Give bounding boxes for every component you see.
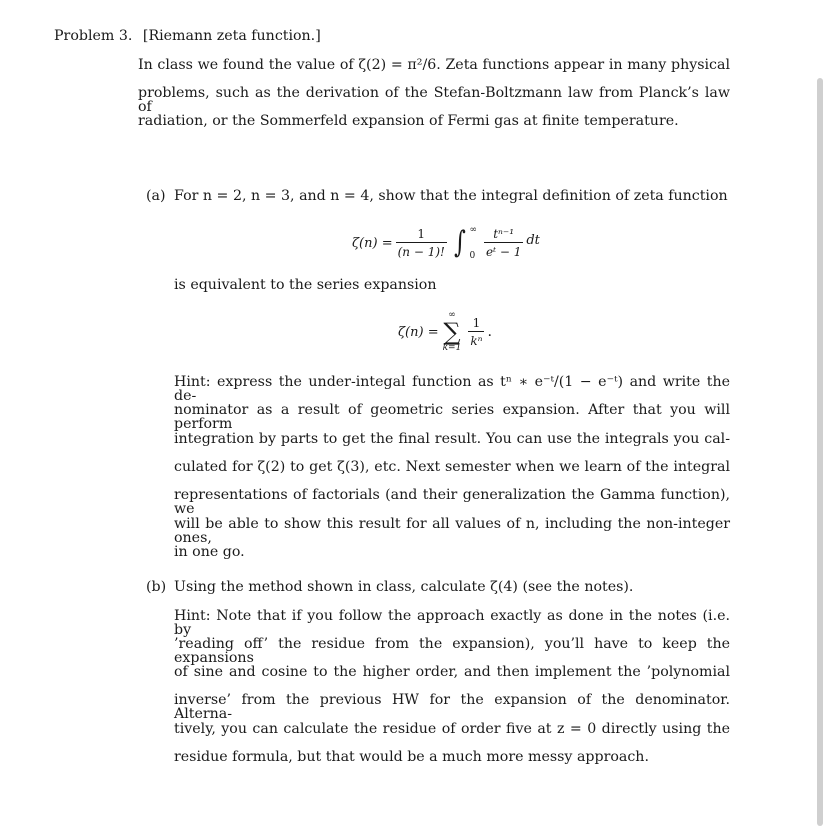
eq2-fraction [468,316,484,348]
eq1-prefactor [396,227,447,259]
hint-b-line-6: residue formula, but that would be a much more messy approach. [174,749,649,765]
part-a-connector: is equivalent to the series expansion [174,277,437,293]
problem-header [54,29,321,43]
problem-label: Problem 3. [54,28,133,44]
hint-b-line-1: Hint: Note that if you follow the approach exactly as done in the notes (i.e. by [174,608,730,639]
integral-limits [469,225,477,261]
integral-lower-limit: 0 [469,251,476,261]
hint-a-line-5: representations of factorials (and their generalization the Gamma function), we [174,487,730,518]
integral-upper-limit: ∞ [469,225,477,235]
intro-line-1: In class we found the value of ζ(2) = π²/6. Zeta functions appear in many physical [138,57,730,73]
part-b-statement: Using the method shown in class, calculate ζ(4) (see the notes). [174,579,634,595]
hint-a-line-2: nominator as a result of geometric series expansion. After that you will perform [174,402,730,433]
hint-a-line-6: will be able to show this result for all values of n, including the non-integer ones, [174,516,730,547]
sigma-sign: ∑ [443,318,461,346]
summation [443,311,462,353]
intro-line-2: problems, such as the derivation of the Stefan-Boltzmann law from Planck’s law of [138,85,730,116]
eq1-integrand-den: eᵗ − 1 [484,242,523,259]
hint-a-line-1: Hint: express the under-integal function as tⁿ ∗ e⁻ᵗ/(1 − e⁻ᵗ) and write the de- [174,374,730,405]
sum-upper-limit: ∞ [448,310,456,320]
hint-b-line-2: ’reading off’ the residue from the expansion), you’ll have to keep the expansions [174,636,730,667]
eq2-frac-den: kⁿ [468,331,484,348]
eq2-frac-num: 1 [472,316,481,330]
part-a-statement: For n = 2, n = 3, and n = 4, show that the integral definition of zeta function [174,188,728,204]
eq1-prefactor-num: 1 [417,227,426,241]
sum-lower-limit: k=1 [442,343,462,353]
hint-a-line-4: culated for ζ(2) to get ζ(3), etc. Next semester when we learn of the integral [174,459,730,475]
part-b-label: (b) [146,579,167,595]
hint-b-line-5: tively, you can calculate the residue of order five at z = 0 directly using the [174,721,730,737]
hint-a-line-3: integration by parts to get the final result. You can use the integrals you cal- [174,431,730,447]
eq1-integrand-num: tⁿ⁻¹ [493,227,515,241]
hint-b-line-4: inverse’ from the previous HW for the expansion of the denominator. Alterna- [174,692,730,723]
equation-series-expansion [398,306,492,358]
eq1-lhs: ζ(n) = [352,235,393,251]
vertical-scrollbar[interactable] [817,78,823,826]
problem-title: [Riemann zeta function.] [142,28,321,44]
eq1-dt: dt [526,232,540,248]
eq2-lhs: ζ(n) = [398,324,439,340]
intro-line-3: radiation, or the Sommerfeld expansion of Fermi gas at finite temperature. [138,113,679,129]
equation-integral-definition [352,220,540,266]
hint-a-line-7: in one go. [174,544,245,560]
integral-sign: ∫ [453,225,466,260]
hint-b-line-3: of sine and cosine to the higher order, and then implement the ’polynomial [174,664,730,680]
eq2-end: . [487,324,492,340]
eq1-prefactor-den: (n − 1)! [396,242,447,259]
eq1-integrand [484,227,523,259]
part-a-label: (a) [146,188,166,204]
